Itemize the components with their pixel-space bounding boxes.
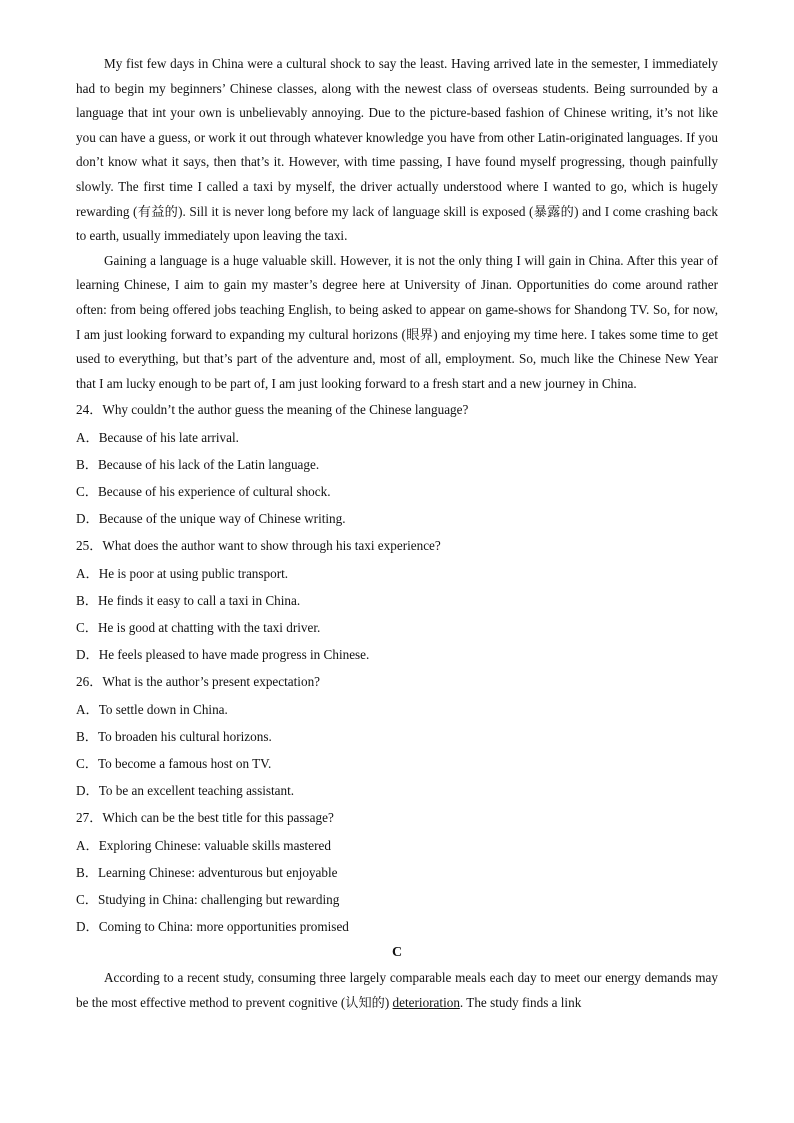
option-d: D．Because of the unique way of Chinese writing. [76, 511, 346, 527]
option-d: D．He feels pleased to have made progress in Chinese. [76, 647, 370, 663]
question-24 [76, 396, 718, 532]
option-b: B．Learning Chinese: adventurous but enjoyable [76, 864, 338, 880]
question-stem: 27．Which can be the best title for this passage? [76, 810, 334, 826]
passage-b-paragraph-1: My fist few days in China were a cultural shock to say the least. Having arrived late in the semester, I immediately had to begin my beginners’ Chinese classes, along with the newest class of overseas students. Being surrounded by a language that int your own is unbelievably annoying. Due to the picture-based fashion of Chinese writing, it’s not like you can have a guess, or work it out through whatever knowledge you have from other Latin-originated languages. If you don’t know what it says, then that’s it. However, with time passing, I have found myself progressing, though painfully slowly. The first time I called a taxi by myself, the driver actually understood where I wanted to go, which is hugely rewarding (有益的). Sill it is never long before my lack of language skill is exposed (暴露的) and I come crashing back to earth, usually immediately upon leaving the taxi. [76, 56, 718, 244]
option-d: D．Coming to China: more opportunities promised [76, 919, 349, 935]
passage-c-paragraph-1 [76, 966, 718, 1015]
option-a: A．Exploring Chinese: valuable skills mastered [76, 837, 331, 853]
option-b: B．He finds it easy to call a taxi in China. [76, 592, 301, 608]
option-b: B．To broaden his cultural horizons. [76, 728, 272, 744]
question-stem: 26．What is the author’s present expectation? [76, 674, 321, 690]
option-c: C．He is good at chatting with the taxi driver. [76, 619, 321, 635]
option-c: C．To become a famous host on TV. [76, 755, 272, 771]
question-26 [76, 668, 718, 804]
option-a: A．He is poor at using public transport. [76, 565, 289, 581]
question-27 [76, 804, 718, 940]
underlined-word: deterioration [392, 994, 460, 1010]
exam-page [76, 52, 718, 1016]
passage-c-text-before: According to a recent study, consuming three largely comparable meals each day to meet our energy demands may be the most effective method to prevent cognitive (认知的) [76, 970, 718, 1010]
option-b: B．Because of his lack of the Latin language. [76, 456, 320, 472]
question-stem: 24．Why couldn’t the author guess the meaning of the Chinese language? [76, 402, 469, 418]
option-a: A．Because of his late arrival. [76, 429, 239, 445]
option-a: A．To settle down in China. [76, 701, 228, 717]
question-25 [76, 532, 718, 668]
option-c: C．Because of his experience of cultural shock. [76, 483, 331, 499]
passage-b-paragraph-2: Gaining a language is a huge valuable skill. However, it is not the only thing I will gain in China. After this year of learning Chinese, I aim to gain my master’s degree here at University of Jinan. Opportunities do come around rather often: from being offered jobs teaching English, to being asked to appear on game-shows for Shandong TV. So, for now, I am just looking forward to expanding my cultural horizons (眼界) and enjoying my time here. I takes some time to get used to everything, but that’s part of the adventure and, most of all, employment. So, much like the Chinese New Year that I am lucky enough to be part of, I am just looking forward to a fresh start and a new journey in China. [76, 252, 718, 391]
option-c: C．Studying in China: challenging but rewarding [76, 891, 340, 907]
section-letter-c: C [391, 945, 403, 961]
option-d: D．To be an excellent teaching assistant. [76, 783, 295, 799]
passage-c-text-after: . The study finds a link [459, 994, 582, 1010]
question-stem: 25．What does the author want to show through his taxi experience? [76, 538, 441, 554]
